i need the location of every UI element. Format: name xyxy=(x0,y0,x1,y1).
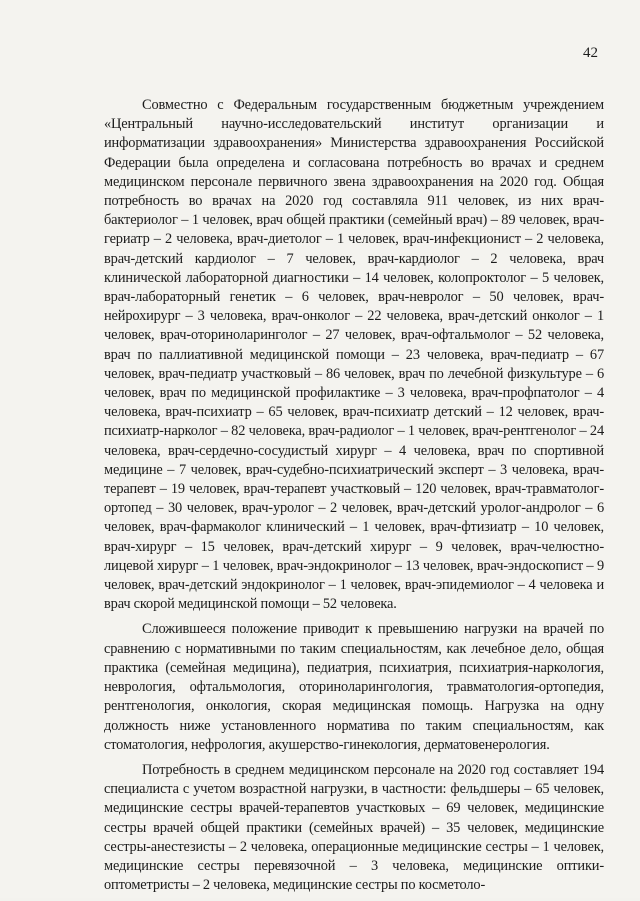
paragraph-nursing-needs: Потребность в среднем медицинском персонале на 2020 год составляет 194 специалиста с учетом возрастной нагрузки, в частности: фельдшеры – 65 человек, медицинские сестры врачей-терапевтов участковых – 69 человек, медицинские сестры врачей общей практики (семейных врачей) – 35 человек, медицинские сестры-анестезисты – 2 человека, операционные медицинские сестры – 1 человек, медицинские сестры перевязочной – 3 человека, медицинские оптики-оптометристы – 2 человека, медицинские сестры по косметоло- xyxy=(104,761,604,894)
page-number: 42 xyxy=(583,45,598,61)
paragraph-workload: Сложившееся положение приводит к превышению нагрузки на врачей по сравнению с нормативными по таким специальностям, как лечебное дело, общая практика (семейная медицина), педиатрия, психиатрия, психиатрия-наркология, неврология, офтальмология, оториноларингология, травматология-ортопедия, рентгенология, онкология, скорая медицинская помощь. Нагрузка на одну должность ниже установленного норматива по таким специальностям, как стоматология, нефрология, акушерство-гинекология, дерматовенерология. xyxy=(104,621,604,753)
body-text xyxy=(104,96,604,901)
paragraph-staffing-needs: Совместно с Федеральным государственным бюджетным учреждением «Центральный научно-исследовательский институт организации и информатизации здравоохранения» Министерства здравоохранения Российской Федерации была определена и согласована потребность во врачах и среднем медицинском персонале первичного звена здравоохранения на 2020 год. Общая потребность во врачах на 2020 год составляла 911 человек, из них врач-бактериолог – 1 человек, врач общей практики (семейный врач) – 89 человек, врач-гериатр – 2 человека, врач-диетолог – 1 человек, врач-инфекционист – 2 человека, врач-детский кардиолог – 7 человек, врач-кардиолог – 2 человека, врач клинической лабораторной диагностики – 14 человек, колопроктолог – 5 человек, врач-лабораторный генетик – 6 человек, врач-невролог – 50 человек, врач-нейрохирург – 3 человека, врач-онколог – 22 человека, врач-детский онколог – 1 человек, врач-оториноларинголог – 27 человек, врач-офтальмолог – 52 человека, врач по паллиативной медицинской помощи – 23 человека, врач-педиатр – 67 человек, врач-педиатр участковый – 86 человек, врач по лечебной физкультуре – 6 человек, врач по медицинской профилактике – 3 человека, врач-профпатолог – 4 человека, врач-психиатр – 65 человек, врач-психиатр детский – 12 человек, врач-психиатр-нарколог – 82 человека, врач-радиолог – 1 человек, врач-рентгенолог – 24 человека, врач-сердечно-сосудистый хирург – 4 человека, врач по спортивной медицине – 7 человек, врач-судебно-психиатрический эксперт – 3 человека, врач-терапевт – 19 человек, врач-терапевт участковый – 120 человек, врач-травматолог-ортопед – 30 человек, врач-уролог – 2 человек, врач-детский уролог-андролог – 6 человек, врач-фармаколог клинический – 1 человек, врач-фтизиатр – 10 человек, врач-хирург – 15 человек, врач-детский хирург – 9 человек, врач-челюстно-лицевой хирург – 1 человек, врач-эндокринолог – 13 человек, врач-эндоскопист – 9 человек, врач-детский эндокринолог – 1 человек, врач-эпидемиолог – 4 человека и врач скорой медицинской помощи – 52 человека. xyxy=(104,97,604,613)
